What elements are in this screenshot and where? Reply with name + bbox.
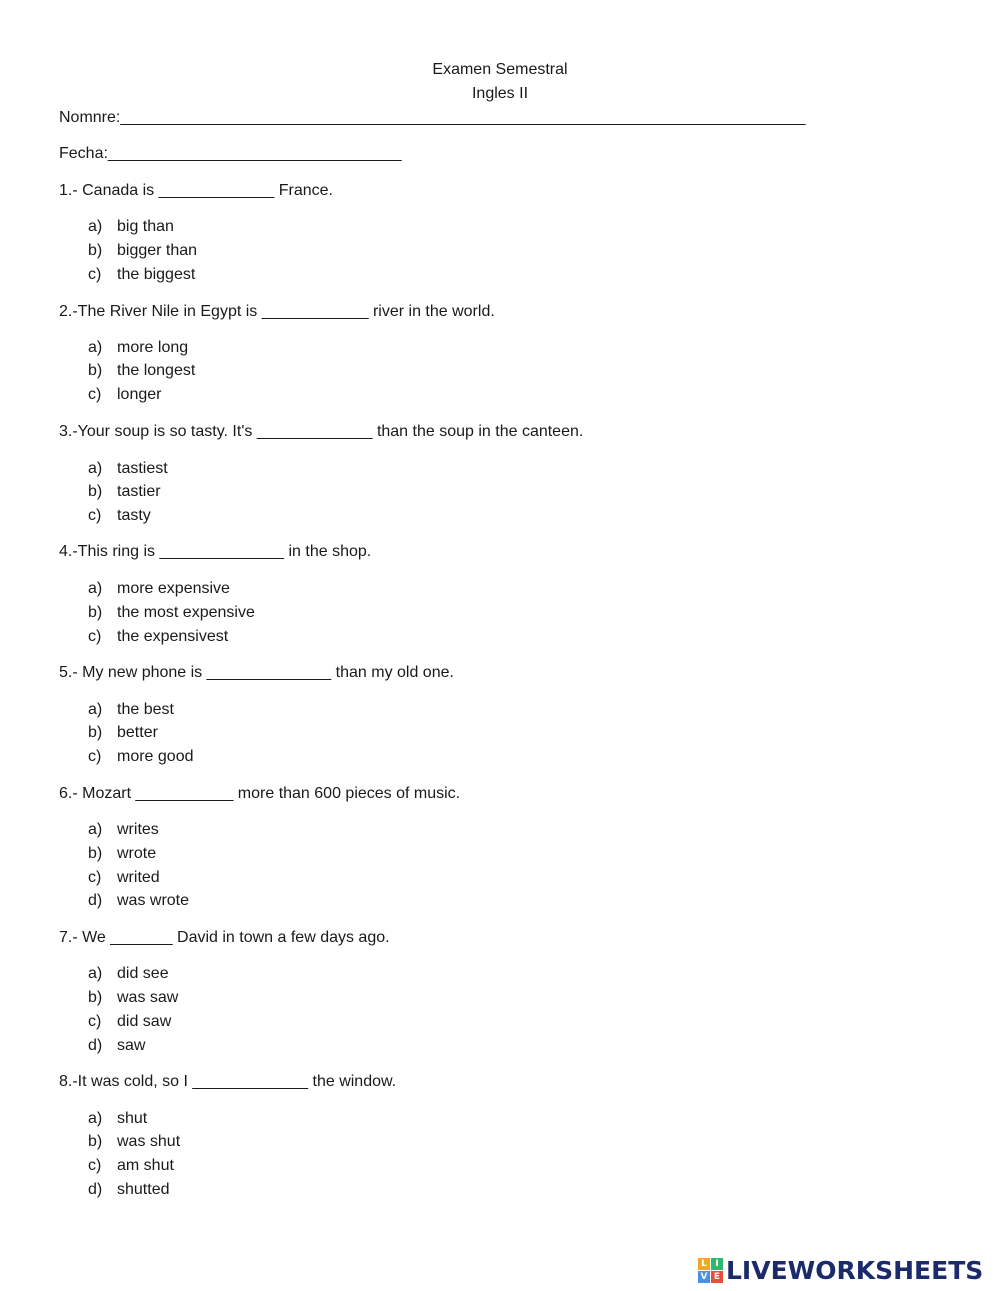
option-letter: c) [88, 266, 102, 283]
question-8-option-d[interactable] [88, 1180, 169, 1200]
option-letter: d) [88, 892, 103, 909]
question-8-option-b[interactable] [88, 1132, 180, 1152]
question-1: 1.- Canada is _____________ France. [59, 182, 333, 199]
option-text: the best [117, 701, 174, 718]
option-letter: a) [88, 460, 103, 477]
option-text: was wrote [117, 892, 190, 909]
question-6-option-c[interactable] [88, 868, 160, 888]
logo-wordmark: LIVEWORKSHEETS [726, 1255, 984, 1285]
logo-block-l: L [698, 1258, 710, 1270]
option-letter: b) [88, 989, 103, 1006]
option-text: saw [117, 1037, 146, 1054]
option-letter: b) [88, 1133, 103, 1150]
option-letter: a) [88, 965, 103, 982]
question-4: 4.-This ring is ______________ in the shop. [59, 543, 372, 560]
option-text: more good [117, 748, 194, 765]
question-7-option-c[interactable] [88, 1012, 171, 1032]
option-text: longer [117, 386, 162, 403]
question-4-option-a[interactable] [88, 579, 230, 599]
question-8-option-c[interactable] [88, 1156, 174, 1176]
question-8-option-a[interactable] [88, 1109, 147, 1129]
question-7: 7.- We _______ David in town a few days ago. [59, 929, 390, 946]
question-1-option-a[interactable] [88, 217, 174, 237]
option-text: the most expensive [117, 604, 255, 621]
option-text: tastiest [117, 460, 168, 477]
option-text: the biggest [117, 266, 196, 283]
exam-subtitle: Ingles II [471, 85, 529, 102]
question-3-option-b[interactable] [88, 482, 161, 502]
option-letter: c) [88, 1013, 102, 1030]
question-5-option-a[interactable] [88, 700, 174, 720]
option-letter: d) [88, 1037, 103, 1054]
option-text: was saw [117, 989, 179, 1006]
logo-block-e: E [711, 1271, 723, 1283]
option-text: better [117, 724, 158, 741]
question-2: 2.-The River Nile in Egypt is ____________ river in the world. [59, 303, 495, 320]
option-text: wrote [117, 845, 157, 862]
question-5-option-c[interactable] [88, 747, 194, 767]
option-text: the expensivest [117, 628, 229, 645]
option-letter: a) [88, 580, 103, 597]
option-letter: a) [88, 339, 103, 356]
question-4-option-b[interactable] [88, 603, 255, 623]
question-3: 3.-Your soup is so tasty. It's _____________ than the soup in the canteen. [59, 423, 584, 440]
question-1-option-b[interactable] [88, 241, 197, 261]
question-5: 5.- My new phone is ______________ than my old one. [59, 664, 454, 681]
option-text: shut [117, 1110, 148, 1127]
option-letter: c) [88, 869, 102, 886]
option-letter: a) [88, 821, 103, 838]
option-letter: c) [88, 1157, 102, 1174]
option-text: writes [117, 821, 159, 838]
option-text: more expensive [117, 580, 230, 597]
option-text: was shut [117, 1133, 181, 1150]
question-7-option-b[interactable] [88, 988, 178, 1008]
option-text: am shut [117, 1157, 174, 1174]
question-1-option-c[interactable] [88, 265, 195, 285]
question-2-option-b[interactable] [88, 361, 195, 381]
question-2-option-a[interactable] [88, 338, 188, 358]
option-letter: a) [88, 1110, 103, 1127]
question-7-option-d[interactable] [88, 1036, 145, 1056]
question-7-option-a[interactable] [88, 964, 169, 984]
option-letter: a) [88, 218, 103, 235]
option-letter: c) [88, 507, 102, 524]
logo-blocks-icon [698, 1258, 723, 1283]
option-letter: b) [88, 483, 103, 500]
question-6-option-d[interactable] [88, 891, 189, 911]
liveworksheets-logo [698, 1257, 983, 1283]
question-3-option-a[interactable] [88, 459, 168, 479]
option-text: big than [117, 218, 174, 235]
option-letter: c) [88, 748, 102, 765]
option-letter: c) [88, 386, 102, 403]
option-letter: b) [88, 242, 103, 259]
option-text: writed [117, 869, 160, 886]
option-letter: c) [88, 628, 102, 645]
option-text: tasty [117, 507, 151, 524]
question-8: 8.-It was cold, so I _____________ the window. [59, 1073, 397, 1090]
name-field: Nomnre:_____________________________________________________________________________ [59, 109, 806, 126]
logo-block-i: I [711, 1258, 723, 1270]
option-text: more long [117, 339, 189, 356]
option-text: did see [117, 965, 169, 982]
logo-block-v: V [698, 1271, 710, 1283]
option-text: shutted [117, 1181, 170, 1198]
option-text: bigger than [117, 242, 198, 259]
option-text: tastier [117, 483, 161, 500]
question-6-option-a[interactable] [88, 820, 159, 840]
option-letter: b) [88, 362, 103, 379]
option-letter: b) [88, 604, 103, 621]
option-letter: b) [88, 724, 103, 741]
date-field: Fecha:_________________________________ [59, 145, 402, 162]
option-letter: d) [88, 1181, 103, 1198]
question-3-option-c[interactable] [88, 506, 151, 526]
question-2-option-c[interactable] [88, 385, 161, 405]
option-text: did saw [117, 1013, 172, 1030]
question-6: 6.- Mozart ___________ more than 600 pieces of music. [59, 785, 461, 802]
question-5-option-b[interactable] [88, 723, 158, 743]
question-4-option-c[interactable] [88, 627, 228, 647]
option-letter: a) [88, 701, 103, 718]
option-text: the longest [117, 362, 196, 379]
question-6-option-b[interactable] [88, 844, 156, 864]
option-letter: b) [88, 845, 103, 862]
exam-title: Examen Semestral [432, 61, 568, 78]
